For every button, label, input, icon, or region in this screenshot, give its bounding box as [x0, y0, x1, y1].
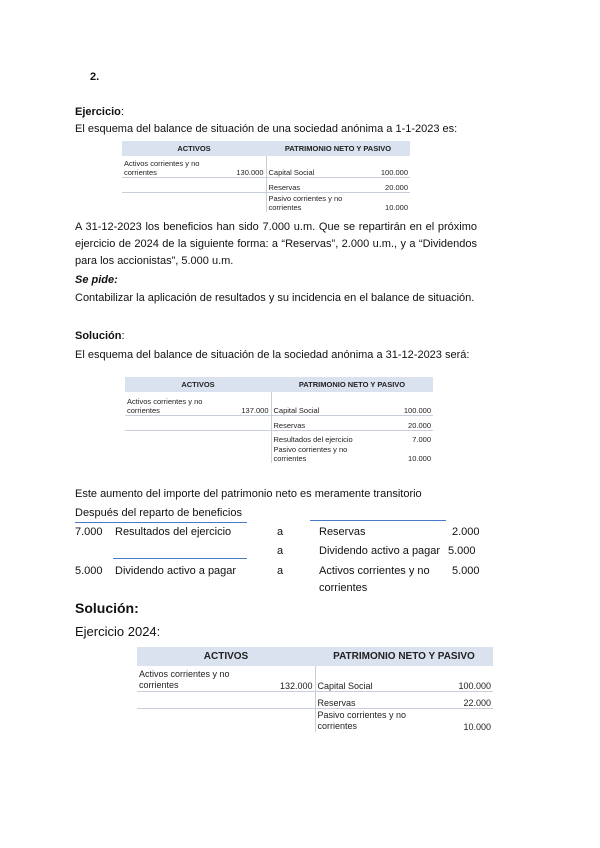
- despues-text: Después del reparto de beneficios: [75, 507, 242, 519]
- header-activos: ACTIVOS: [137, 647, 315, 666]
- entry1-debit: Resultados del ejercicio: [115, 526, 232, 538]
- pasivo-value: 10.000: [364, 192, 410, 212]
- paragraph-contabilizar: Contabilizar la aplicación de resultados y su incidencia en el balance de situación.: [75, 292, 475, 304]
- reservas-label: Reservas: [315, 691, 445, 708]
- capital-value: 100.000: [458, 680, 491, 691]
- paragraph-beneficios: A 31-12-2023 los beneficios han sido 7.000 u.m. Que se repartirán en el próximo ejercicio de 2024 de la siguiente forma: a “Reservas”, 2.000 u.m., y a “Dividendos para los accionistas”, 5.000 u.m.: [75, 221, 477, 267]
- activos-label: Activos corrientes y no corrientes: [127, 396, 203, 415]
- activos-label: Activos corrientes y no corrientes: [139, 668, 230, 690]
- pasivo-value: 10.000: [445, 708, 493, 732]
- ejercicio-colon: :: [120, 106, 124, 118]
- capital-label: Capital Social: [315, 666, 445, 691]
- header-activos: ACTIVOS: [122, 141, 266, 156]
- entry1-credit: Reservas: [319, 526, 366, 538]
- header-patrimonio: PATRIMONIO NETO Y PASIVO: [271, 377, 433, 392]
- section-number: 2.: [90, 71, 100, 83]
- solucion-label: Solución: [75, 330, 122, 342]
- solucion2-heading: Solución:: [75, 600, 139, 616]
- reservas-value: 20.000: [364, 177, 410, 192]
- solucion-heading: [75, 328, 125, 345]
- reservas-label: Reservas: [266, 177, 364, 192]
- header-patrimonio: PATRIMONIO NETO Y PASIVO: [315, 647, 493, 666]
- activos-value: 130.000: [236, 167, 264, 177]
- entry3-credit: Activos corrientes y no corrientes: [319, 565, 430, 594]
- ejercicio-heading: [75, 104, 124, 121]
- journal-rule: [113, 558, 247, 559]
- header-activos: ACTIVOS: [125, 377, 271, 392]
- pasivo-label: Pasivo corrientes y no corrientes: [271, 444, 381, 463]
- reservas-label: Reservas: [271, 415, 381, 430]
- activos-label: Activos corrientes y no corrientes: [124, 158, 200, 177]
- ejercicio-label: Ejercicio: [75, 106, 121, 118]
- pasivo-label: Pasivo corrientes y no corrientes: [266, 192, 364, 212]
- journal-rule: [310, 520, 446, 521]
- pasivo-label: Pasivo corrientes y no corrientes: [315, 708, 445, 732]
- intro2-text: El esquema del balance de situación de la sociedad anónima a 31-12-2023 será:: [75, 349, 470, 361]
- capital-value: 100.000: [403, 405, 431, 415]
- reservas-value: 22.000: [445, 691, 493, 708]
- entry3-credit-amount: 5.000: [452, 565, 480, 577]
- se-pide-heading: Se pide:: [75, 274, 118, 286]
- entry3-amount: 5.000: [75, 565, 103, 577]
- balance-table-3: [137, 647, 493, 732]
- resultados-value: 7.000: [381, 430, 433, 444]
- solucion-colon: :: [121, 330, 125, 342]
- balance-table-1: [122, 141, 410, 212]
- entry1-amount: 7.000: [75, 526, 103, 538]
- balance-table-2: [125, 377, 433, 463]
- ejercicio-2024-heading: Ejercicio 2024:: [75, 624, 161, 639]
- entry1-a: a: [277, 526, 284, 538]
- reservas-value: 20.000: [381, 415, 433, 430]
- entry2-a: a: [277, 545, 284, 557]
- transitorio-text: Este aumento del importe del patrimonio neto es meramente transitorio: [75, 488, 422, 500]
- activos-value: 132.000: [279, 680, 313, 691]
- entry3-a: a: [277, 565, 284, 577]
- activos-value: 137.000: [241, 405, 269, 415]
- entry3-debit: Dividendo activo a pagar: [115, 565, 237, 577]
- intro-text: El esquema del balance de situación de una sociedad anónima a 1-1-2023 es:: [75, 123, 458, 135]
- pasivo-value: 10.000: [408, 454, 431, 463]
- journal-rule: [75, 522, 247, 523]
- entry2-credit: Dividendo activo a pagar: [319, 545, 441, 557]
- header-patrimonio: PATRIMONIO NETO Y PASIVO: [266, 141, 410, 156]
- capital-label: Capital Social: [266, 156, 364, 177]
- capital-label: Capital Social: [271, 392, 381, 415]
- entry1-credit-amount: 2.000: [452, 526, 480, 538]
- capital-value: 100.000: [380, 167, 408, 177]
- entry2-credit-amount: 5.000: [448, 545, 476, 557]
- resultados-label: Resultados del ejercicio: [271, 430, 381, 444]
